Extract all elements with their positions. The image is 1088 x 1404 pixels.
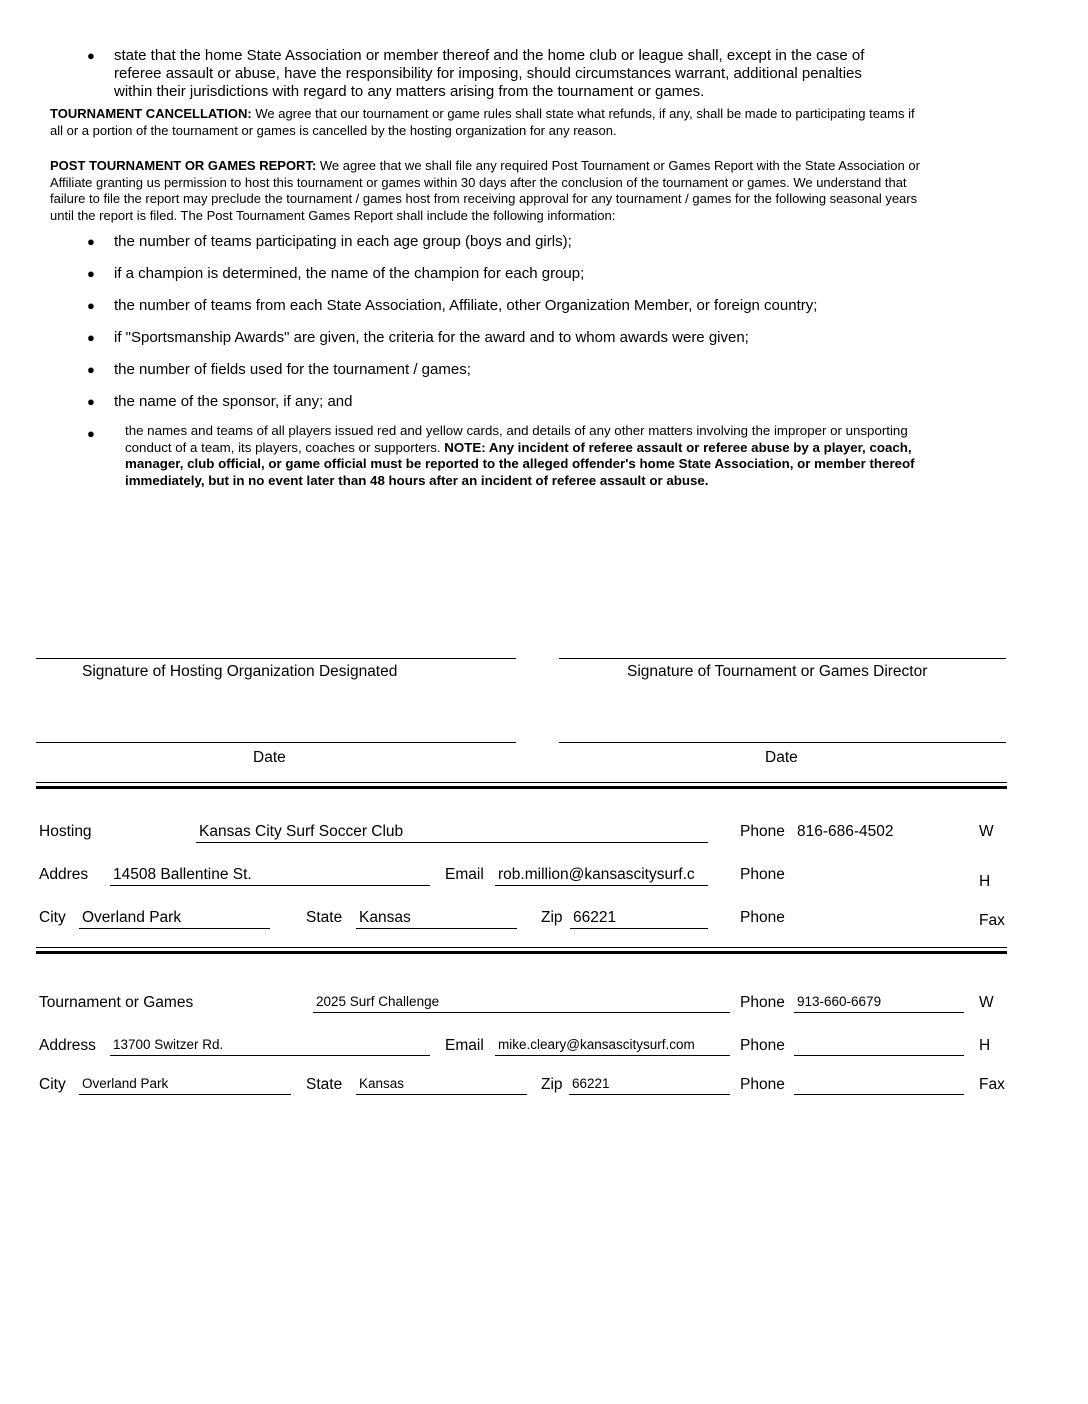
cancellation-text: all or a portion of the tournament or games is cancelled by the hosting organization for any reason. [50, 122, 617, 138]
section-divider [36, 782, 1007, 789]
tournament-fax-suffix: Fax [979, 1076, 1005, 1093]
report-item: ● the name of the sponsor, if any; and [87, 393, 353, 410]
hosting-phone-home-suffix: H [979, 873, 991, 890]
tournament-state-field[interactable]: Kansas [356, 1075, 527, 1095]
report-item: ● the number of teams from each State Association, Affiliate, other Organization Member, or foreign country; [87, 297, 818, 314]
report-item: ● the number of fields used for the tournament / games; [87, 361, 471, 378]
hosting-state-label: State [306, 909, 343, 926]
tournament-email-field[interactable]: mike.cleary@kansascitysurf.com [495, 1036, 730, 1056]
hosting-label: Hosting [39, 823, 92, 840]
report-text: failure to file the report may preclude the tournament / games host from receiving approval for any tournament / games for the following seasonal years [50, 191, 918, 206]
tournament-phone3-label: Phone [740, 1076, 785, 1093]
hosting-email-field[interactable]: rob.million@kansascitysurf.c [495, 866, 708, 886]
tournament-address-label: Address [39, 1037, 96, 1054]
signature-label-director: Signature of Tournament or Games Director [627, 663, 928, 680]
date-label-left: Date [253, 749, 286, 766]
bullet-dot-icon: ● [87, 362, 95, 377]
tournament-fax-field[interactable] [794, 1075, 964, 1095]
bullet-line: state that the home State Association or member thereof and the home club or league shall, except in the case of [114, 47, 865, 64]
bullet-dot-icon: ● [87, 234, 95, 249]
tournament-zip-field[interactable]: 66221 [569, 1075, 730, 1095]
hosting-city-label: City [39, 909, 66, 926]
hosting-address-field[interactable]: 14508 Ballentine St. [110, 866, 430, 886]
signature-label-hosting: Signature of Hosting Organization Designated [82, 663, 398, 680]
bullet-line: within their jurisdictions with regard to any matters arising from the tournament or games. [114, 83, 705, 100]
hosting-email-label: Email [445, 866, 484, 883]
signature-line-left[interactable] [36, 658, 516, 659]
bullet-dot-icon: ● [87, 48, 95, 63]
hosting-state-field[interactable]: Kansas [356, 909, 517, 929]
date-line-left[interactable] [36, 742, 516, 743]
hosting-name-field[interactable]: Kansas City Surf Soccer Club [196, 823, 708, 843]
hosting-zip-field[interactable]: 66221 [570, 909, 708, 929]
hosting-zip-label: Zip [541, 909, 563, 926]
tournament-phone-label: Phone [740, 994, 785, 1011]
hosting-phone2-label: Phone [740, 866, 785, 883]
bullet-dot-icon: ● [87, 394, 95, 409]
date-label-right: Date [765, 749, 798, 766]
report-heading: POST TOURNAMENT OR GAMES REPORT: [50, 158, 317, 173]
report-text: We agree that we shall file any required Post Tournament or Games Report with the State Association or [316, 158, 920, 173]
cancellation-paragraph [50, 106, 1020, 139]
bullet-dot-icon: ● [87, 298, 95, 313]
hosting-fax-suffix: Fax [979, 912, 1005, 929]
report-item: ● the number of teams participating in each age group (boys and girls); [87, 233, 572, 250]
hosting-phone3-label: Phone [740, 909, 785, 926]
tournament-email-label: Email [445, 1037, 484, 1054]
tournament-zip-label: Zip [541, 1076, 563, 1093]
signature-line-right[interactable] [559, 658, 1006, 659]
note-text: NOTE: Any incident of referee assault or referee abuse by a player, coach, [444, 439, 912, 455]
cancellation-heading: TOURNAMENT CANCELLATION: [50, 106, 252, 121]
report-item: ● if "Sportsmanship Awards" are given, the criteria for the award and to whom awards were given; [87, 329, 749, 346]
tournament-label: Tournament or Games [39, 994, 194, 1011]
bullet-line: referee assault or abuse, have the responsibility for imposing, should circumstances warrant, additional penalties [114, 65, 862, 82]
section-divider [36, 947, 1007, 954]
hosting-phone-work-field[interactable]: 816-686-4502 [797, 823, 894, 840]
date-line-right[interactable] [559, 742, 1006, 743]
report-text: until the report is filed. The Post Tournament Games Report shall include the following information: [50, 207, 616, 223]
tournament-name-field[interactable]: 2025 Surf Challenge [313, 993, 730, 1013]
bullet-dot-icon: ● [87, 426, 95, 441]
cancellation-text: We agree that our tournament or game rules shall state what refunds, if any, shall be made to participating teams if [251, 106, 915, 121]
tournament-phone2-label: Phone [740, 1037, 785, 1054]
report-item-cards: the names and teams of all players issued red and yellow cards, and details of any other matters involving the improper or unsporting conduct of a team, its players, coaches or supporters. NOTE: Any incident of referee assault or referee abuse by a player, coach, manager, club official, or game official must be reported to the alleged offender's home State Association, or member thereof immediately, but in no event later than 48 hours after an incident of referee assault or abuse. [125, 423, 915, 488]
report-paragraph [50, 158, 1020, 224]
tournament-state-label: State [306, 1076, 343, 1093]
hosting-phone-label: Phone [740, 823, 785, 840]
tournament-city-field[interactable]: Overland Park [79, 1075, 291, 1095]
hosting-address-label: Addres [39, 866, 89, 883]
tournament-address-field[interactable]: 13700 Switzer Rd. [110, 1036, 430, 1056]
bullet-home-association [87, 47, 1014, 101]
hosting-phone-work-suffix: W [979, 823, 994, 840]
hosting-city-field[interactable]: Overland Park [79, 909, 270, 929]
tournament-phone-work-suffix: W [979, 994, 994, 1011]
tournament-phone-home-field[interactable] [794, 1036, 964, 1056]
bullet-dot-icon: ● [87, 330, 95, 345]
bullet-dot-icon: ● [87, 266, 95, 281]
report-item: ● if a champion is determined, the name of the champion for each group; [87, 265, 585, 282]
tournament-city-label: City [39, 1076, 66, 1093]
tournament-phone-home-suffix: H [979, 1037, 991, 1054]
tournament-phone-work-field[interactable]: 913-660-6679 [794, 993, 964, 1013]
report-text: Affiliate granting us permission to host this tournament or games within 30 days after the conclusion of the tournament or games. We understand that [50, 174, 907, 190]
